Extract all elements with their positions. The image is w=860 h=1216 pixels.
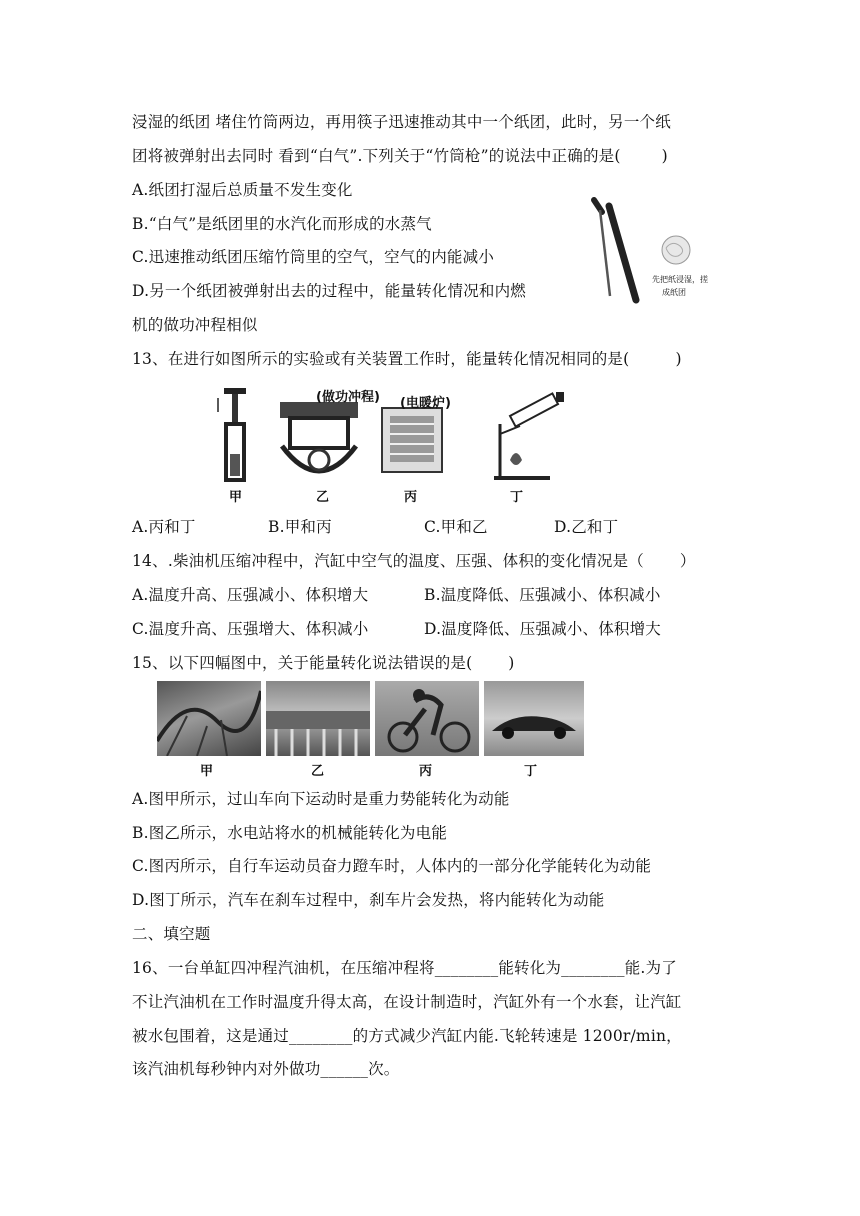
q14-option-a: A.温度升高、压强减小、体积增大 bbox=[132, 586, 369, 604]
bamboo-tube-and-chopstick-icon bbox=[580, 192, 720, 310]
q15-label-jia: 甲 bbox=[200, 764, 214, 779]
paper-ball-caption-2: 成纸团 bbox=[662, 288, 686, 297]
q12-option-a: A.纸团打湿后总质量不发生变化 bbox=[132, 181, 353, 199]
q12-option-d-line2: 机的做功冲程相似 bbox=[132, 316, 258, 334]
q16-line4: 该汽油机每秒钟内对外做功______次。 bbox=[132, 1060, 400, 1078]
section-fill-in-blanks-title: 二、填空题 bbox=[132, 925, 211, 943]
q13-label-ding: 丁 bbox=[510, 490, 524, 505]
engine-stroke-label: (做功冲程) bbox=[316, 390, 380, 405]
q15-label-bing: 丙 bbox=[419, 764, 433, 779]
q13-stem: 13、在进行如图所示的实验或有关装置工作时，能量转化情况相同的是( ) bbox=[132, 350, 682, 368]
piston-pump-icon bbox=[210, 384, 260, 484]
q16-line3: 被水包围着，这是通过________的方式减少汽缸内能.飞轮转速是 1200r/min， bbox=[132, 1027, 682, 1045]
q14-option-b: B.温度降低、压强减小、体积减小 bbox=[424, 586, 661, 604]
q15-option-b: B.图乙所示，水电站将水的机械能转化为电能 bbox=[132, 824, 448, 842]
q13-label-yi: 乙 bbox=[316, 490, 330, 505]
q13-label-jia: 甲 bbox=[229, 490, 243, 505]
q14-option-c: C.温度升高、压强增大、体积减小 bbox=[132, 620, 369, 638]
q13-option-a: A.丙和丁 bbox=[132, 518, 196, 536]
q15-label-ding: 丁 bbox=[524, 764, 538, 779]
q12-option-b: B.“白气”是纸团里的水汽化而形成的水蒸气 bbox=[132, 215, 432, 233]
q15-option-d: D.图丁所示，汽车在刹车过程中，刹车片会发热，将内能转化为动能 bbox=[132, 891, 605, 909]
electric-heater-icon bbox=[380, 406, 446, 476]
roller-coaster-photo bbox=[157, 681, 261, 756]
paper-ball-caption-1: 先把纸浸湿，搓 bbox=[652, 275, 708, 284]
test-tube-stand-icon bbox=[480, 390, 570, 484]
q13-option-b: B.甲和丙 bbox=[268, 518, 332, 536]
q15-stem: 15、以下四幅图中，关于能量转化说法错误的是( ) bbox=[132, 654, 515, 672]
q15-option-a: A.图甲所示，过山车向下运动时是重力势能转化为动能 bbox=[132, 790, 510, 808]
q14-option-d: D.温度降低、压强减小、体积增大 bbox=[424, 620, 662, 638]
cyclist-photo bbox=[375, 681, 479, 756]
q16-line2: 不让汽油机在工作时温度升得太高，在设计制造时，汽缸外有一个水套，让汽缸 bbox=[132, 993, 682, 1011]
q12-option-d-line1: D.另一个纸团被弹射出去的过程中，能量转化情况和内燃 bbox=[132, 282, 527, 300]
q12-option-c: C.迅速推动纸团压缩竹筒里的空气，空气的内能减小 bbox=[132, 248, 495, 266]
q13-option-c: C.甲和乙 bbox=[424, 518, 488, 536]
q16-line1: 16、一台单缸四冲程汽油机，在压缩冲程将________能转化为________能.为了 bbox=[132, 959, 677, 977]
q15-option-c: C.图丙所示，自行车运动员奋力蹬车时，人体内的一部分化学能转化为动能 bbox=[132, 857, 652, 875]
bamboo-gun-figure bbox=[580, 192, 720, 310]
q15-label-yi: 乙 bbox=[311, 764, 325, 779]
hydro-dam-photo bbox=[266, 681, 370, 756]
race-car-photo bbox=[484, 681, 584, 756]
q13-label-bing: 丙 bbox=[404, 490, 418, 505]
q13-option-d: D.乙和丁 bbox=[554, 518, 619, 536]
q12-line2: 团将被弹射出去同时 看到“白气”.下列关于“竹筒枪”的说法中正确的是( ) bbox=[132, 147, 668, 165]
heater-label: (电暖炉) bbox=[400, 396, 451, 411]
q12-line1: 浸湿的纸团 堵住竹筒两边，再用筷子迅速推动其中一个纸团，此时，另一个纸 bbox=[132, 113, 671, 131]
q14-stem: 14、.柴油机压缩冲程中，汽缸中空气的温度、压强、体积的变化情况是（ ） bbox=[132, 552, 696, 570]
